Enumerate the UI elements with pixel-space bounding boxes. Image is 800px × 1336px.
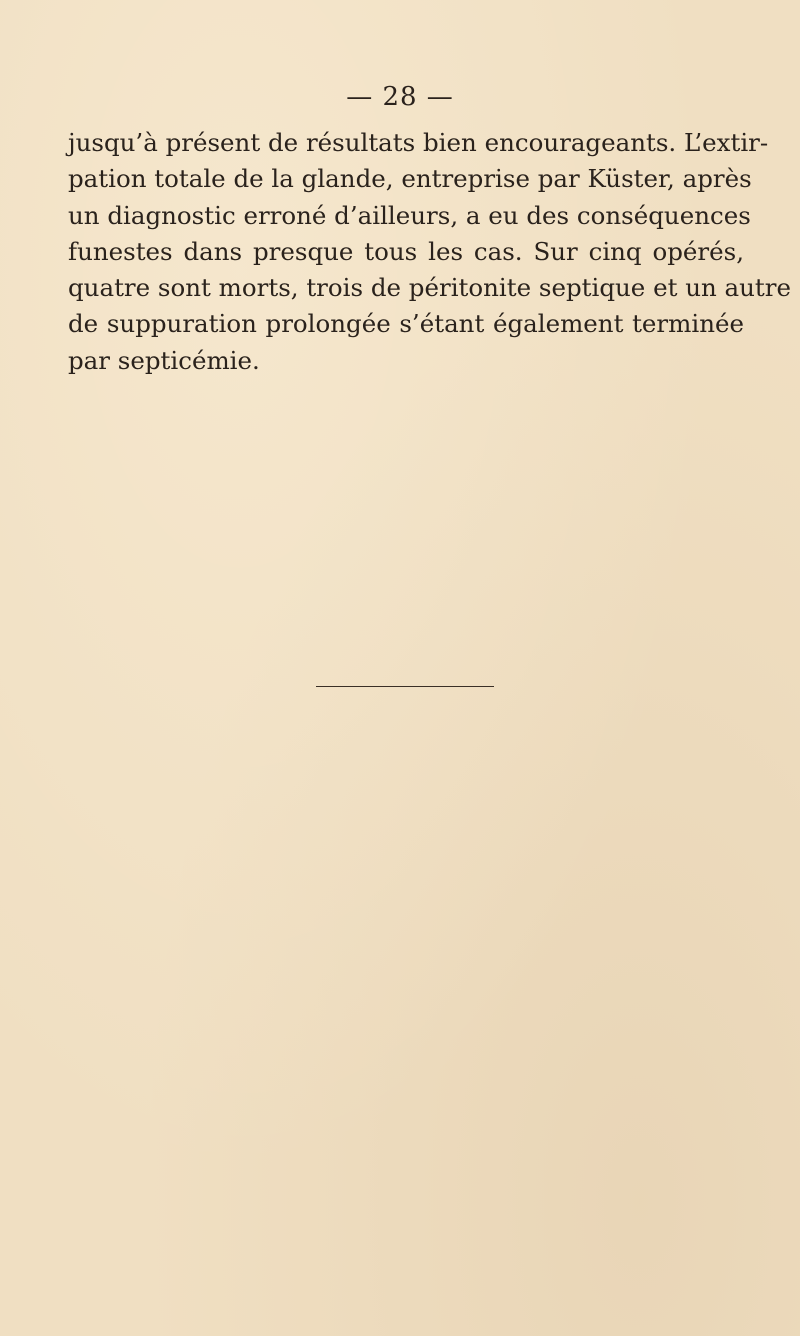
page-number: — 28 —: [346, 82, 454, 112]
text-line: jusqu’à présent de résultats bien encourageants. L’extir-: [68, 128, 769, 157]
text-line: par septicémie.: [68, 345, 260, 375]
body-paragraph: [68, 125, 791, 379]
text-line: de suppuration prolongée s’étant également terminée: [68, 309, 744, 339]
section-divider: [316, 686, 494, 687]
text-line: quatre sont morts, trois de péritonite septique et un autre: [68, 273, 791, 303]
text-line: funestes dans presque tous les cas. Sur cinq opérés,: [68, 236, 744, 266]
text-line: un diagnostic erroné d’ailleurs, a eu des conséquences: [68, 200, 751, 230]
text-line: pation totale de la glande, entreprise par Küster, après: [68, 164, 752, 194]
